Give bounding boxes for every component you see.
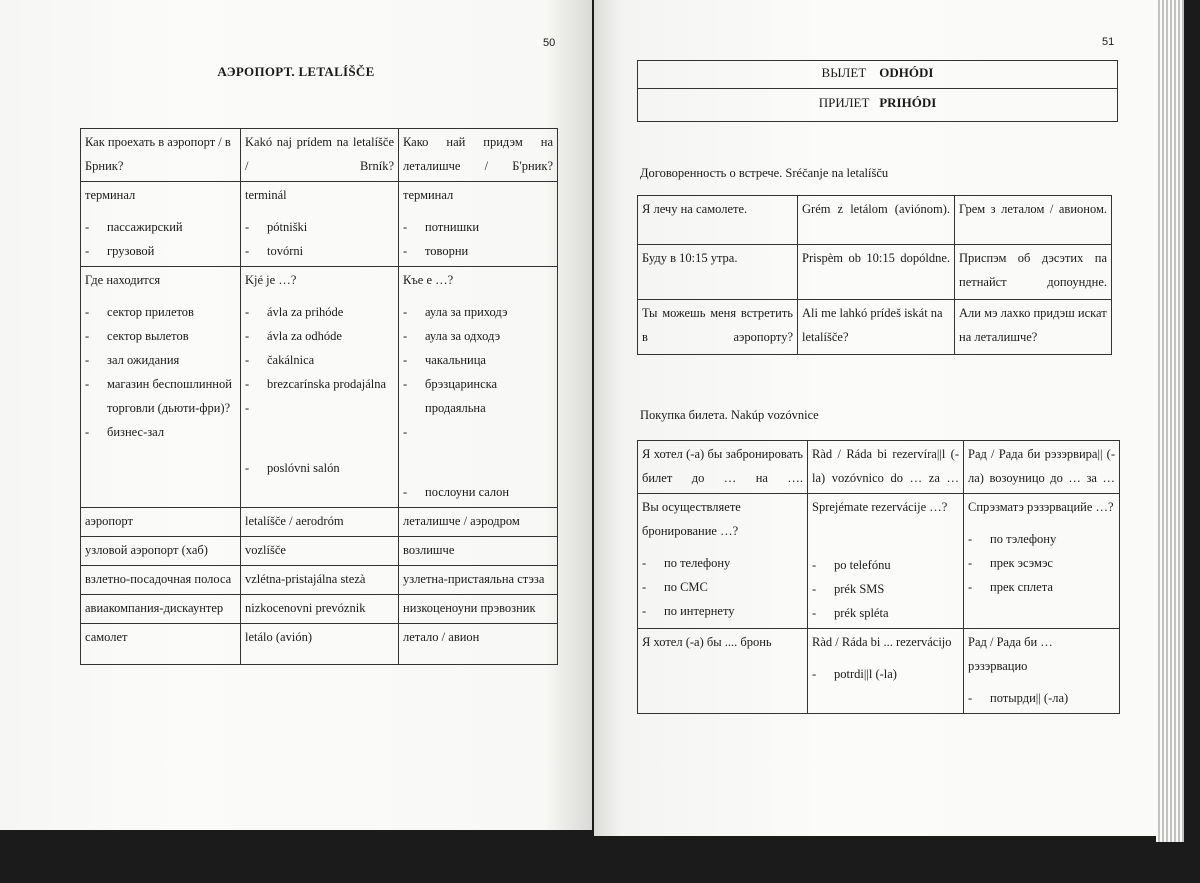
table-cell <box>638 494 808 629</box>
list-item: - чакальница <box>403 348 553 372</box>
table-cell: узловой аэропорт (хаб) <box>81 537 241 566</box>
table-row <box>81 267 558 508</box>
page-number: 51 <box>1102 36 1115 48</box>
list <box>403 300 553 504</box>
list-item: - сектор прилетов <box>85 300 236 324</box>
cell-text: Где находится <box>85 273 161 287</box>
table-cell: Kakó naj prídem na letalíšče / Brník? <box>241 129 399 182</box>
cell-text: Спрэзматэ рэзэрвацийе …? <box>968 500 1114 514</box>
table-cell <box>241 267 399 508</box>
section-heading: Покупка билета. Nakúp vozóvnice <box>640 408 819 422</box>
table-cell: Prispèm ob 10:15 dopóldne. <box>798 245 955 300</box>
vocabulary-table <box>80 128 558 665</box>
list-item: - аула за одходэ <box>403 324 553 348</box>
list-item: - potrdi||l (-la) <box>812 662 959 686</box>
arrivals-sl: PRIHÓDI <box>879 95 937 110</box>
table-row <box>81 129 558 182</box>
list-item: - бизнес-зал <box>85 420 236 444</box>
ticket-table <box>637 440 1120 714</box>
list-item: - poslóvni salón <box>245 456 394 480</box>
list-item: - аула за приходэ <box>403 300 553 324</box>
list-item: - brezcarínska prodajálna <box>245 372 394 396</box>
departures-line <box>638 65 1117 81</box>
cell-text: терминал <box>85 188 136 202</box>
list <box>85 215 236 263</box>
list <box>642 551 803 623</box>
table-row <box>81 182 558 267</box>
table-row <box>638 245 1112 300</box>
departures-arrivals-header <box>637 60 1118 122</box>
list-item: - po telefónu <box>812 553 959 577</box>
table-cell: letálo (avión) <box>241 624 399 665</box>
table-cell: vzlétna-pristajálna stezà <box>241 566 399 595</box>
list <box>812 553 959 625</box>
list-item: - ávla za odhóde <box>245 324 394 348</box>
table-row <box>638 494 1120 629</box>
list-item: - магазин беспошлинной торговли (дьюти-фри)? <box>85 372 236 420</box>
list-item: - потнишки <box>403 215 553 239</box>
departures-sl: ODHÓDI <box>879 65 934 80</box>
list-item: - прек эсэмэс <box>968 551 1115 575</box>
list-item: - tovórni <box>245 239 394 263</box>
table-cell: letalíšče / aerodróm <box>241 508 399 537</box>
cell-text: Вы осуществляете бронирование …? <box>642 500 741 538</box>
cell-text: терминал <box>403 188 454 202</box>
table-cell: nizkocenovni prevóznik <box>241 595 399 624</box>
table-cell: узлетна-пристаяльна стэза <box>399 566 558 595</box>
cell-text: terminál <box>245 188 287 202</box>
table-row <box>81 508 558 537</box>
page-number: 50 <box>543 37 556 49</box>
table-cell: Ali me lahkó prídeš iskát na letalíšče? <box>798 300 955 355</box>
table-cell <box>964 629 1120 714</box>
table-cell: Али мэ лахко придэш искат на леталишче? <box>955 300 1112 355</box>
table-cell: Рад / Рада би рэзэрвира|| (-ла) возоуницо до … за … <box>964 441 1120 494</box>
list-item: - prék SMS <box>812 577 959 601</box>
table-cell: vozlíšče <box>241 537 399 566</box>
list <box>968 527 1115 599</box>
list <box>245 300 394 480</box>
list-item: - čakálnica <box>245 348 394 372</box>
table-row <box>638 196 1112 245</box>
table-cell: Я лечу на самолете. <box>638 196 798 245</box>
table-cell: леталишче / аэродром <box>399 508 558 537</box>
list-item: - зал ожидания <box>85 348 236 372</box>
table-cell: Я хотел (-а) бы .... бронь <box>638 629 808 714</box>
list-item: - грузовой <box>85 239 236 263</box>
table-row <box>81 537 558 566</box>
list-item: - по тэлефону <box>968 527 1115 551</box>
list <box>968 686 1115 710</box>
table-cell: Приспэм об дэсэтих па петнайст допоундне. <box>955 245 1112 300</box>
list-item: - брэзцаринска продаяльна <box>403 372 553 420</box>
cell-text: Рад / Рада би … рэзэрвацио <box>968 635 1053 673</box>
cell-text: Къе е …? <box>403 273 454 287</box>
table-cell: низкоценоуни прэвозник <box>399 595 558 624</box>
list <box>403 215 553 263</box>
list-item: - по СМС <box>642 575 803 599</box>
meeting-table <box>637 195 1112 355</box>
table-cell: возлишче <box>399 537 558 566</box>
cell-text: Sprejémate rezervácije …? <box>812 500 948 514</box>
list-item: - послоуни салон <box>403 480 553 504</box>
list-item: - прек сплета <box>968 575 1115 599</box>
table-cell <box>808 494 964 629</box>
list-item: - по интернету <box>642 599 803 623</box>
table-cell: Я хотел (-а) бы забронировать билет до … на …. <box>638 441 808 494</box>
table-row <box>638 300 1112 355</box>
table-cell: аэропорт <box>81 508 241 537</box>
table-cell: взлетно-посадочная полоса <box>81 566 241 595</box>
table-cell <box>81 182 241 267</box>
table-cell: авиакомпания-дискаунтер <box>81 595 241 624</box>
table-row <box>81 595 558 624</box>
list-item: - сектор вылетов <box>85 324 236 348</box>
table-cell <box>399 182 558 267</box>
list-item: - товорни <box>403 239 553 263</box>
arrivals-ru: ПРИЛЕТ <box>818 95 870 110</box>
table-cell: самолет <box>81 624 241 665</box>
table-cell <box>81 267 241 508</box>
table-row <box>81 624 558 665</box>
table-cell <box>399 267 558 508</box>
table-cell: Ты можешь меня встретить в аэропорту? <box>638 300 798 355</box>
table-row <box>81 566 558 595</box>
cell-text: Ràd / Ráda bi ... rezervácijo <box>812 635 952 649</box>
divider <box>638 88 1117 89</box>
page-edges <box>1156 0 1184 842</box>
list-item: - pótniški <box>245 215 394 239</box>
table-cell: Ràd / Ráda bi rezervíra||l (-la) vozóvnico do … za … <box>808 441 964 494</box>
spacer <box>245 396 394 456</box>
list <box>85 300 236 444</box>
list-item: - prék spléta <box>812 601 959 625</box>
cell-text: Kjé je …? <box>245 273 297 287</box>
table-cell: летало / авион <box>399 624 558 665</box>
list-item: - пассажирский <box>85 215 236 239</box>
table-row <box>638 629 1120 714</box>
table-cell <box>808 629 964 714</box>
list-item: - по телефону <box>642 551 803 575</box>
page-title: АЭРОПОРТ. LETALÍŠČE <box>217 64 375 79</box>
table-row <box>638 441 1120 494</box>
table-cell: Как проехать в аэропорт / в Брник? <box>81 129 241 182</box>
table-cell: Буду в 10:15 утра. <box>638 245 798 300</box>
section-heading: Договоренность о встрече. Sréčanje na letalíšču <box>640 166 889 180</box>
list-item: - потырди|| (-ла) <box>968 686 1115 710</box>
table-cell: Како най придэм на леталишче / Б'рник? <box>399 129 558 182</box>
spacer <box>403 420 553 480</box>
list <box>245 215 394 263</box>
table-cell: Грем з леталом / авионом. <box>955 196 1112 245</box>
table-cell <box>241 182 399 267</box>
departures-ru: ВЫЛЕТ <box>821 65 867 80</box>
table-cell: Grém z letálom (aviónom). <box>798 196 955 245</box>
arrivals-line <box>638 95 1117 111</box>
table-cell <box>964 494 1120 629</box>
list-item: - ávla za prihóde <box>245 300 394 324</box>
list <box>812 662 959 686</box>
